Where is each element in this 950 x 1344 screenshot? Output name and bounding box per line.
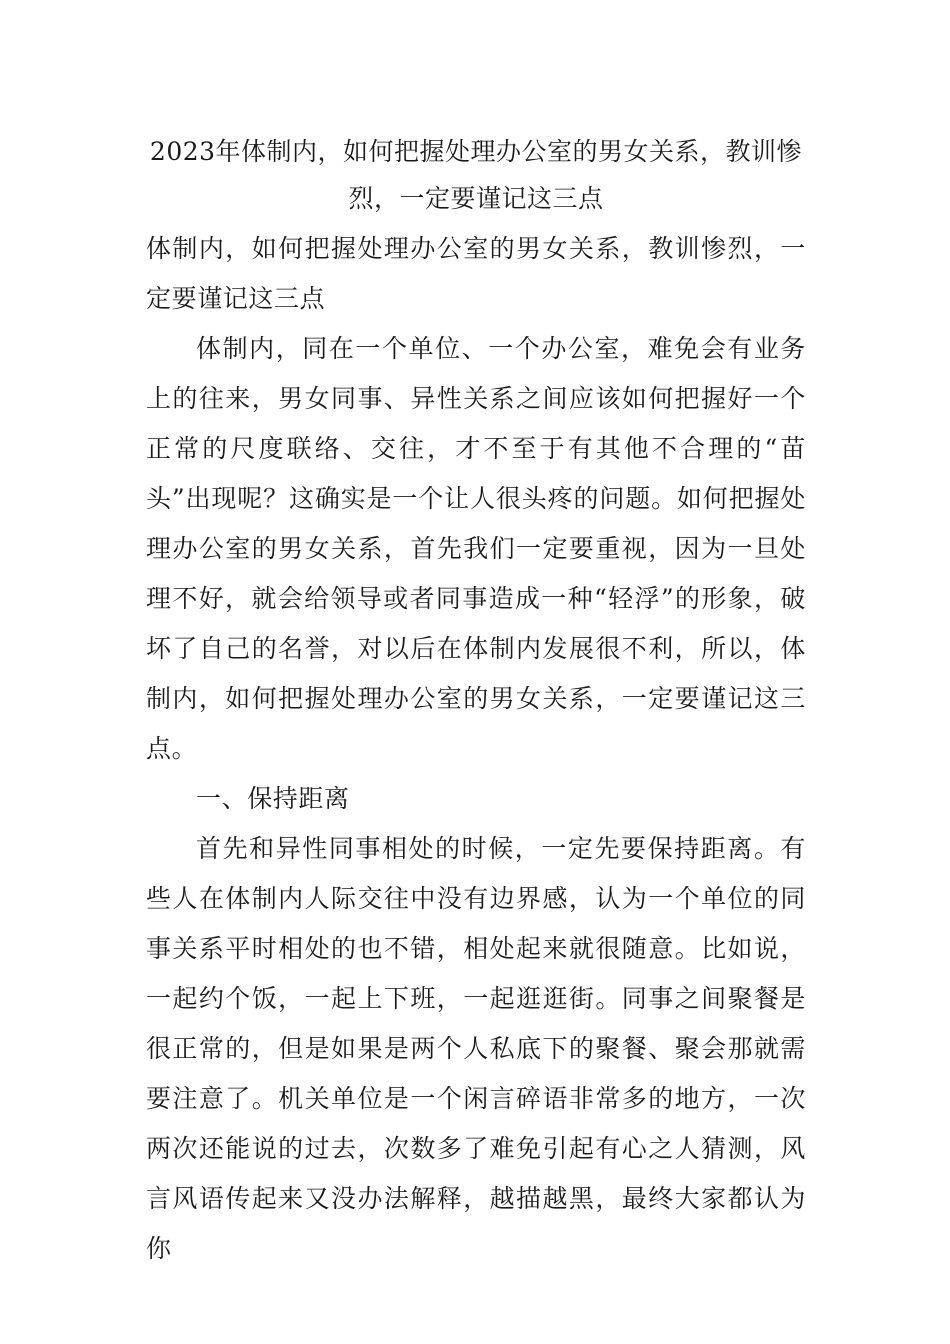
document-title: 2023年体制内，如何把握处理办公室的男女关系，教训惨烈，一定要谨记这三点 <box>149 137 803 213</box>
section-body-paragraph: 首先和异性同事相处的时候，一定先要保持距离。有些人在体制内人际交往中没有边界感，认为一个单位的同事关系平时相处的也不错，相处起来就很随意。比如说，一起约个饭，一起上下班，一起逛逛街。同事之间聚餐是很正常的，但是如果是两个人私底下的聚餐、聚会那就需要注意了。机关单位是一个闲言碎语非常多的地方，一次两次还能说的过去，次数多了难免引起有心之人猜测，风言风语传起来又没办法解释，越描越黑，最终大家都认为你 <box>146 834 806 1263</box>
document-subtitle: 体制内，如何把握处理办公室的男女关系，教训惨烈，一定要谨记这三点 <box>146 234 806 313</box>
intro-paragraph: 体制内，同在一个单位、一个办公室，难免会有业务上的往来，男女同事、异性关系之间应该如何把握好一个正常的尺度联络、交往，才不至于有其他不合理的“苗头”出现呢？这确实是一个让人很头疼的问题。如何把握处理办公室的男女关系，首先我们一定要重视，因为一旦处理不好，就会给领导或者同事造成一种“轻浮”的形象，破坏了自己的名誉，对以后在体制内发展很不利，所以，体制内，如何把握处理办公室的男女关系，一定要谨记这三点。 <box>146 334 806 763</box>
document-page <box>146 128 806 1274</box>
section-heading: 一、保持距离 <box>196 784 350 813</box>
